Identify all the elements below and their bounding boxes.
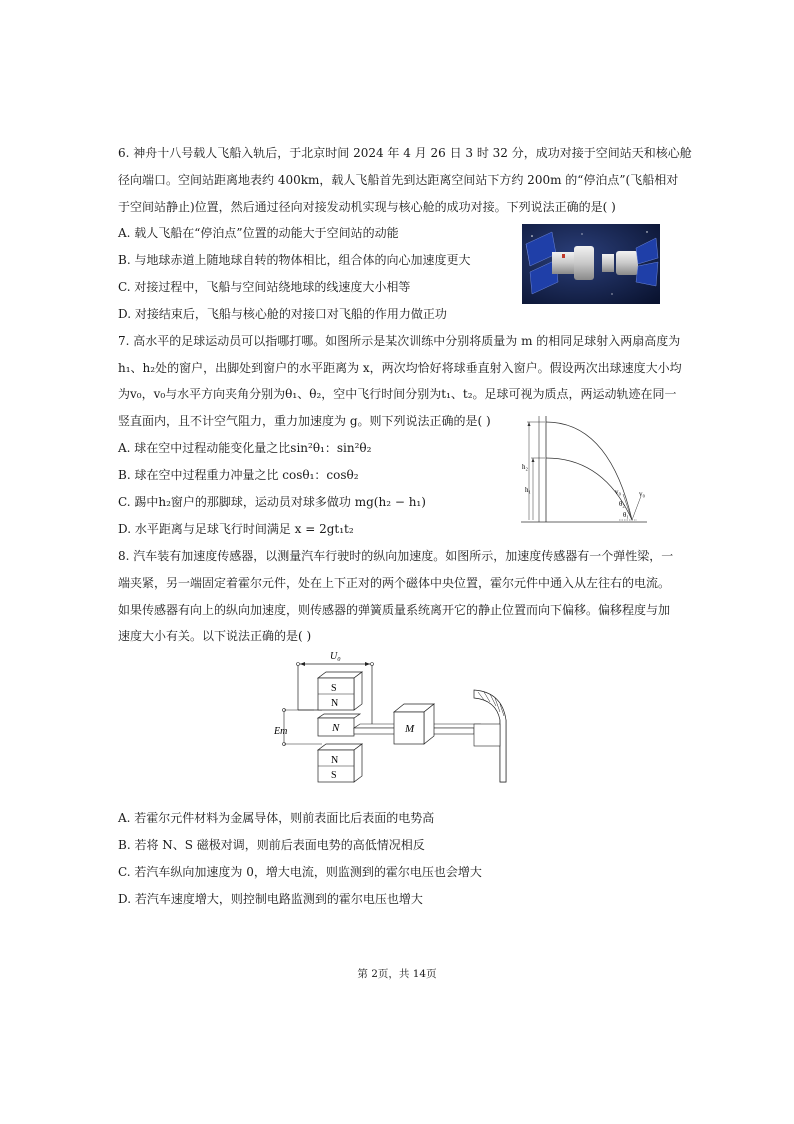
q6-option-c: C. 对接过程中，飞船与空间站绕地球的线速度大小相等 <box>118 280 411 294</box>
q8-stem-line1: 8. 汽车装有加速度传感器，以测量汽车行驶时的纵向加速度。如图所示，加速度传感器有一个弹性梁，一 <box>118 549 674 563</box>
q6-option-a: A. 载人飞船在“停泊点”位置的动能大于空间站的动能 <box>118 226 399 240</box>
label-s-top: S <box>331 683 337 694</box>
label-mass-m: M <box>405 723 415 735</box>
q7-stem-line3: 为v₀，v₀与水平方向夹角分别为θ₁、θ₂，空中飞行时间分别为t₁、t₂。足球可视为质点，两运动轨迹在同一 <box>118 387 677 401</box>
page-number: 第 2页，共 14页 <box>357 968 437 980</box>
q7-option-c: C. 踢中h₂窗户的那脚球，运动员对球多做功 mg(h₂ − h₁) <box>118 495 426 509</box>
label-h1: h₁ <box>525 486 531 494</box>
hall-sensor-figure <box>274 646 524 790</box>
q6-stem-line2: 径向端口。空间站距离地表约 400km，载人飞船首先到达距离空间站下方约 200m 的“停泊点”(飞船相对 <box>118 173 679 187</box>
q6-option-d: D. 对接结束后，飞船与核心舱的对接口对飞船的作用力做正功 <box>118 307 447 321</box>
label-theta1: θ₁ <box>623 511 629 519</box>
q8-stem-line3: 如果传感器有向上的纵向加速度，则传感器的弹簧质量系统离开它的静止位置而向下偏移。偏移程度与加 <box>118 603 671 617</box>
q6-stem-line1: 6. 神舟十八号载人飞船入轨后，于北京时间 2024 年 4 月 26 日 3 时 32 分，成功对接于空间站天和核心舱 <box>118 146 692 160</box>
label-em: Em <box>274 726 288 737</box>
label-n-top: N <box>331 698 339 709</box>
label-u0: U₀ <box>330 651 341 662</box>
q7-option-b: B. 球在空中过程重力冲量之比 cosθ₁：cosθ₂ <box>118 468 359 482</box>
q8-option-d: D. 若汽车速度增大，则控制电路监测到的霍尔电压也增大 <box>118 892 423 906</box>
label-theta2: θ₂ <box>619 500 625 508</box>
q7-option-a: A. 球在空中过程动能变化量之比sin²θ₁：sin²θ₂ <box>118 441 372 455</box>
label-v0-right: v₀ <box>639 490 645 498</box>
q7-option-d: D. 水平距离与足球飞行时间满足 x = 2gt₁t₂ <box>118 522 354 536</box>
q6-option-b: B. 与地球赤道上随地球自转的物体相比，组合体的向心加速度更大 <box>118 253 471 267</box>
label-h2: h₂ <box>522 463 528 471</box>
q6-stem-line3: 于空间站静止)位置，然后通过径向对接发动机实现与核心舱的成功对接。下列说法正确的是( ) <box>118 200 616 214</box>
spacecraft-docking-photo <box>522 224 660 304</box>
q8-option-c: C. 若汽车纵向加速度为 0，增大电流，则监测到的霍尔电压也会增大 <box>118 865 482 879</box>
label-n-hall: N <box>332 722 340 734</box>
label-s-bottom: S <box>331 770 337 781</box>
label-v0-left: v₀ <box>615 488 621 496</box>
q7-stem-line4: 竖直面内，且不计空气阻力，重力加速度为 g。则下列说法正确的是( ) <box>118 414 491 428</box>
label-n-bottom: N <box>331 755 339 766</box>
q8-option-b: B. 若将 N、S 磁极对调，则前后表面电势的高低情况相反 <box>118 838 425 852</box>
q7-stem-line1: 7. 高水平的足球运动员可以指哪打哪。如图所示是某次训练中分别将质量为 m 的相同足球射入两扇高度为 <box>118 334 681 348</box>
q8-stem-line4: 速度大小有关。以下说法正确的是( ) <box>118 629 312 643</box>
q8-stem-line2: 端夹紧，另一端固定着霍尔元件，处在上下正对的两个磁体中央位置，霍尔元件中通入从左往右的电流。 <box>118 576 671 590</box>
q7-stem-line2: h₁、h₂处的窗户，出脚处到窗户的水平距离为 x，两次均恰好将球垂直射入窗户。假设两次出球速度大小均 <box>118 361 682 375</box>
q8-option-a: A. 若霍尔元件材料为金属导体，则前表面比后表面的电势高 <box>118 811 435 825</box>
trajectory-figure <box>519 414 649 530</box>
